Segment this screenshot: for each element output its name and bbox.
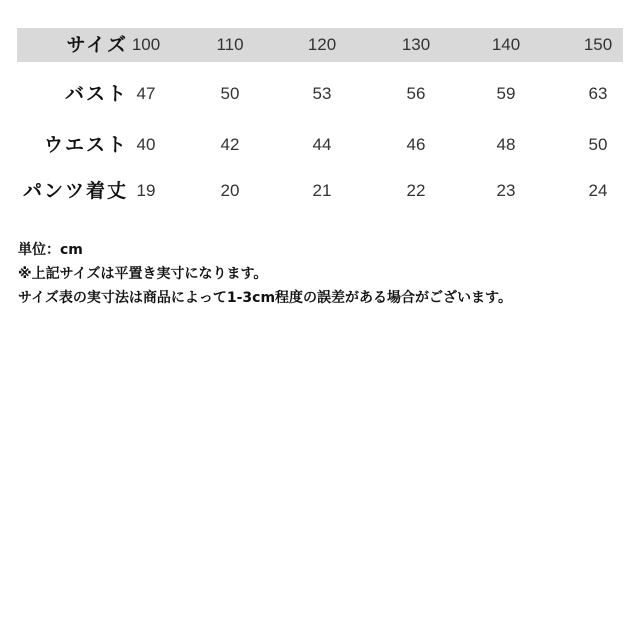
tolerance-note: サイズ表の実寸法は商品によって1-3cm程度の誤差がある場合がございます。 xyxy=(18,290,512,306)
waist-cell: 48 xyxy=(496,135,516,154)
pants-length-cell: 24 xyxy=(588,181,608,200)
pants-length-cell: 19 xyxy=(136,181,156,200)
pants-length-cell: 20 xyxy=(220,181,240,200)
flat-measurement-note: ※上記サイズは平置き実寸になります。 xyxy=(18,266,268,282)
bust-row xyxy=(0,77,640,111)
size-header-cell: 100 xyxy=(131,35,161,54)
size-header-cell: 130 xyxy=(401,35,431,54)
bust-cell: 47 xyxy=(136,84,156,103)
waist-label: ウエスト xyxy=(43,134,128,156)
size-table-header-row xyxy=(0,28,640,62)
bust-cell: 63 xyxy=(588,84,608,103)
size-header-cell: 120 xyxy=(307,35,337,54)
pants-length-cell: 22 xyxy=(406,181,426,200)
bust-cell: 59 xyxy=(496,84,516,103)
size-notes xyxy=(18,238,633,310)
size-header-label: サイズ xyxy=(66,34,128,56)
unit-note: 単位：cm xyxy=(18,242,83,258)
waist-cell: 44 xyxy=(312,135,332,154)
pants-length-row xyxy=(0,174,640,208)
pants-length-cell: 23 xyxy=(496,181,516,200)
size-header-cell: 140 xyxy=(491,35,521,54)
bust-cell: 53 xyxy=(312,84,332,103)
waist-cell: 42 xyxy=(220,135,240,154)
waist-row xyxy=(0,128,640,162)
size-header-cell: 110 xyxy=(216,35,244,54)
bust-label: バスト xyxy=(64,83,128,105)
bust-cell: 50 xyxy=(220,84,240,103)
bust-cell: 56 xyxy=(406,84,426,103)
waist-cell: 46 xyxy=(406,135,426,154)
pants-length-label: パンツ着丈 xyxy=(22,180,128,202)
waist-cell: 40 xyxy=(136,135,156,154)
pants-length-cell: 21 xyxy=(312,181,332,200)
size-header-cell: 150 xyxy=(583,35,613,54)
waist-cell: 50 xyxy=(588,135,608,154)
